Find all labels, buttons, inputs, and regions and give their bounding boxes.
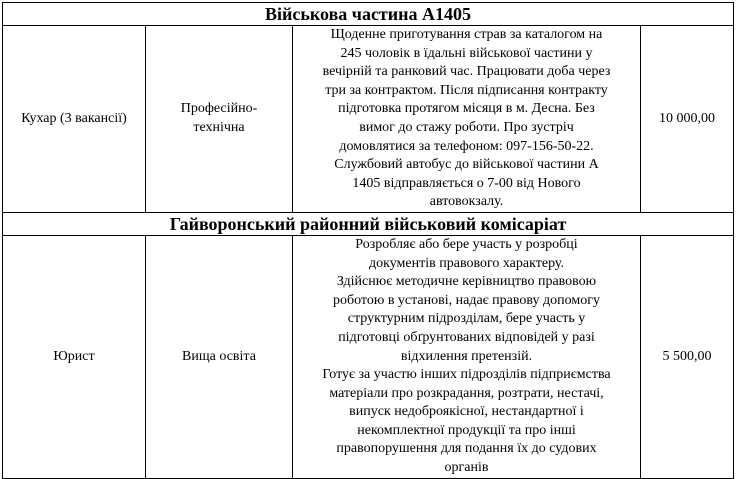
vacancy-row [3,26,734,213]
description-line: правопорушення для подання їх до судових [336,441,597,457]
vacancy-row [3,235,734,478]
description-line: роботою в установі, надає правову допомогу [332,292,600,308]
description-line: 1405 відправляється о 7-00 від Нового [352,175,581,191]
description-line: Службовий автобус до військової частини А [334,157,599,173]
description-line: автовокзалу. [429,194,504,210]
education-cell [146,235,293,478]
education-line: технічна [193,119,245,135]
description-line: Розробляє або бере участь у розробці [355,236,578,252]
section-header-row [3,212,734,235]
position-cell: Юрист [3,235,146,478]
education-line: Професійно- [180,101,258,117]
description-line: підготовка протягом місяця в м. Десна. Без [338,101,595,117]
description-line: відхилення претензій. [400,348,533,364]
description-line: некомплектної продукції та про інші [357,422,576,438]
description-line: три за контрактом. Після підписання контракту [325,82,608,98]
vacancy-table [2,2,734,479]
description-cell [293,235,641,478]
position-cell: Кухар (3 вакансії) [3,26,146,213]
description-line: домовлятися за телефоном: 097-156-50-22. [339,138,594,154]
salary-cell: 10 000,00 [641,26,734,213]
section-header-row [3,3,734,26]
salary-cell: 5 500,00 [641,235,734,478]
section-title: Військова частина А1405 [3,3,734,26]
description-line: документів правового характеру. [369,255,564,271]
section-title: Гайворонський районний військовий комісаріат [3,212,734,235]
description-line: органів [444,460,489,476]
description-line: матеріали про розкрадання, розтрати, нестачі, [329,385,604,401]
education-cell [146,26,293,213]
description-line: Здійснює методичне керівництво правовою [336,274,597,290]
education-line: Вища освіта [182,348,256,364]
description-line: вечірній та ранковий час. Працювати доба через [322,64,611,80]
description-line: структурним підрозділам, бере участь у [347,311,586,327]
description-line: Щоденне приготування страв за каталогом на [330,27,603,42]
description-line: підготовці обґрунтованих відповідей у разі [338,329,595,345]
description-line: випуск недоброякісної, нестандартної і [349,404,584,420]
description-cell [293,26,641,213]
description-line: Готує за участю інших підрозділів підприємства [322,367,611,383]
description-line: 245 чоловік в їдальні військової частини у [340,45,593,61]
description-line: вимог до стажу роботи. Про зустріч [359,119,574,135]
